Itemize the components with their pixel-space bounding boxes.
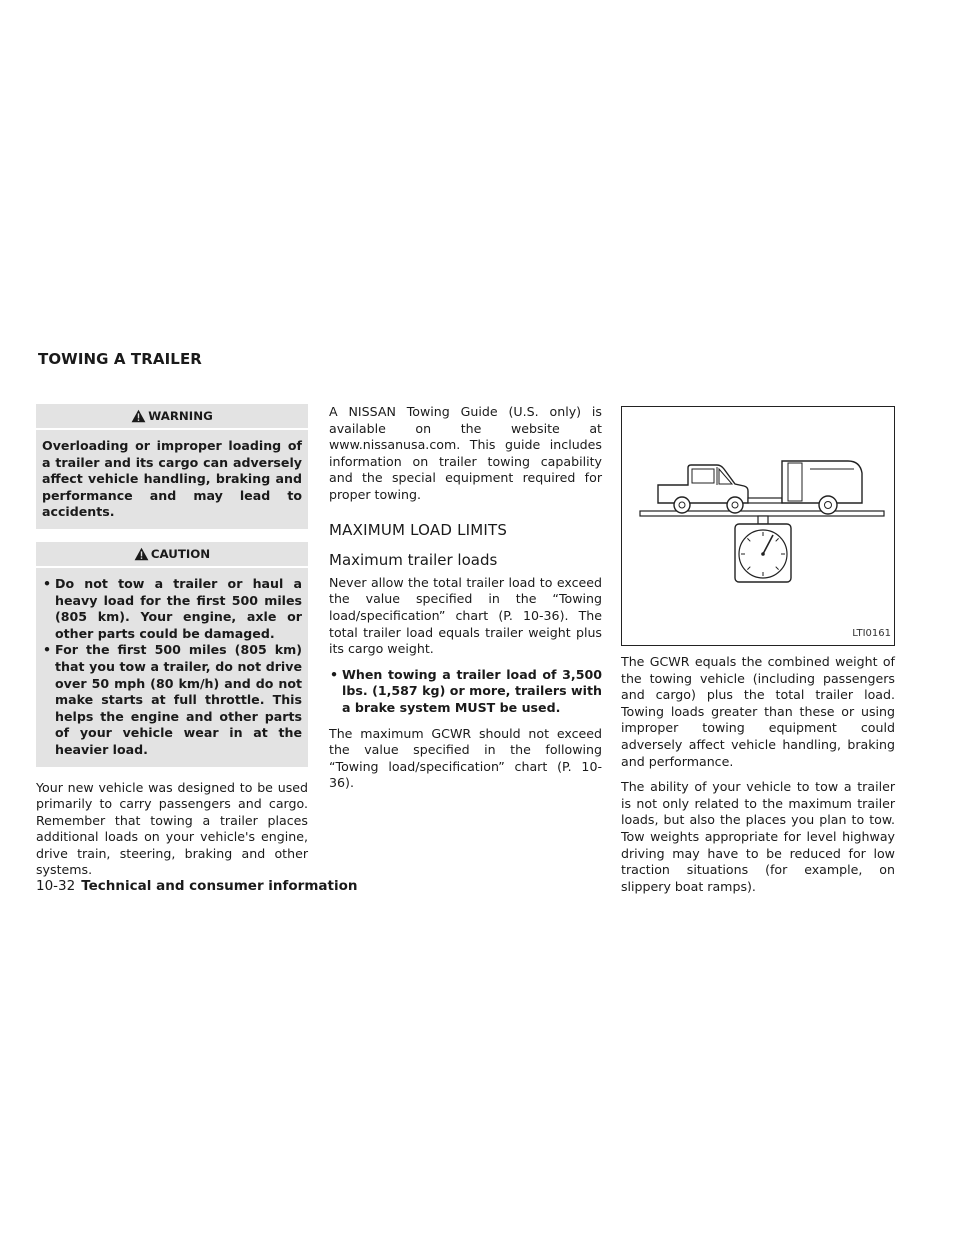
heading-maximum-load-limits: MAXIMUM LOAD LIMITS	[329, 520, 508, 539]
caution-box	[36, 542, 308, 767]
warning-box	[36, 404, 308, 529]
body-paragraph: Your new vehicle was designed to be used primarily to carry passengers and cargo. Remember that towing a trailer places additional loads on your vehicle's engine, drive train, steering, braking and other systems.	[36, 779, 308, 878]
heading-maximum-trailer-loads: Maximum trailer loads	[329, 551, 498, 570]
warning-header	[36, 404, 308, 430]
caution-item: • For the first 500 miles (805 km) that you tow a trailer, do not drive over 50 mph (80 km/h) and do not make starts at full throttle. This helps the engine and other parts of your vehicle wear in at the heavier load.	[42, 642, 302, 758]
warning-triangle-icon	[131, 407, 146, 431]
column-1	[36, 404, 308, 888]
warning-label: WARNING	[148, 409, 213, 423]
brake-system-bullet: • When towing a trailer load of 3,500 lbs. (1,587 kg) or more, trailers with a brake system MUST be used.	[329, 667, 602, 717]
page-footer	[36, 878, 357, 894]
caution-label: CAUTION	[150, 546, 211, 561]
towing-figure	[621, 406, 895, 646]
truck-trailer-scale-icon	[622, 407, 894, 645]
caution-item: • Do not tow a trailer or haul a heavy load for the first 500 miles (805 km). Your engine, axle or other parts could be damaged.	[42, 576, 302, 642]
towing-ability-paragraph: The ability of your vehicle to tow a trailer is not only related to the maximum trailer loads, but also the places you plan to tow. Tow weights appropriate for level highway driving may have to be reduced for low traction situations (for example, on slippery boat ramps).	[621, 779, 895, 894]
caution-body	[36, 568, 308, 767]
caution-header	[36, 542, 308, 568]
figure-code: LTI0161	[852, 628, 891, 640]
page-number: 10-32	[36, 878, 76, 894]
towing-guide-paragraph: A NISSAN Towing Guide (U.S. only) is available on the website at www.nissanusa.com. This guide includes information on trailer towing capability and the special equipment required for proper towing.	[329, 404, 602, 502]
trailer-load-paragraph: Never allow the total trailer load to exceed the value specified in the “Towing load/specification” chart (P. 10-36). The total trailer load equals trailer weight plus its cargo weight.	[329, 574, 602, 657]
section-title: TOWING A TRAILER	[38, 350, 202, 368]
chapter-title: Technical and consumer information	[81, 878, 358, 894]
column-3	[621, 404, 895, 904]
gcwr-definition-paragraph: The GCWR equals the combined weight of the towing vehicle (including passengers and cargo) plus the total trailer load. Towing loads greater than these or using improper towing equipment could adversely affect vehicle handling, braking and performance.	[621, 654, 895, 769]
gcwr-paragraph: The maximum GCWR should not exceed the value specified in the following “Towing load/specification” chart (P. 10-36).	[329, 725, 602, 791]
warning-text: Overloading or improper loading of a trailer and its cargo can adversely affect vehicle handling, braking and performance and may lead to accidents.	[42, 438, 302, 520]
caution-triangle-icon	[134, 545, 149, 569]
column-2	[329, 404, 602, 801]
